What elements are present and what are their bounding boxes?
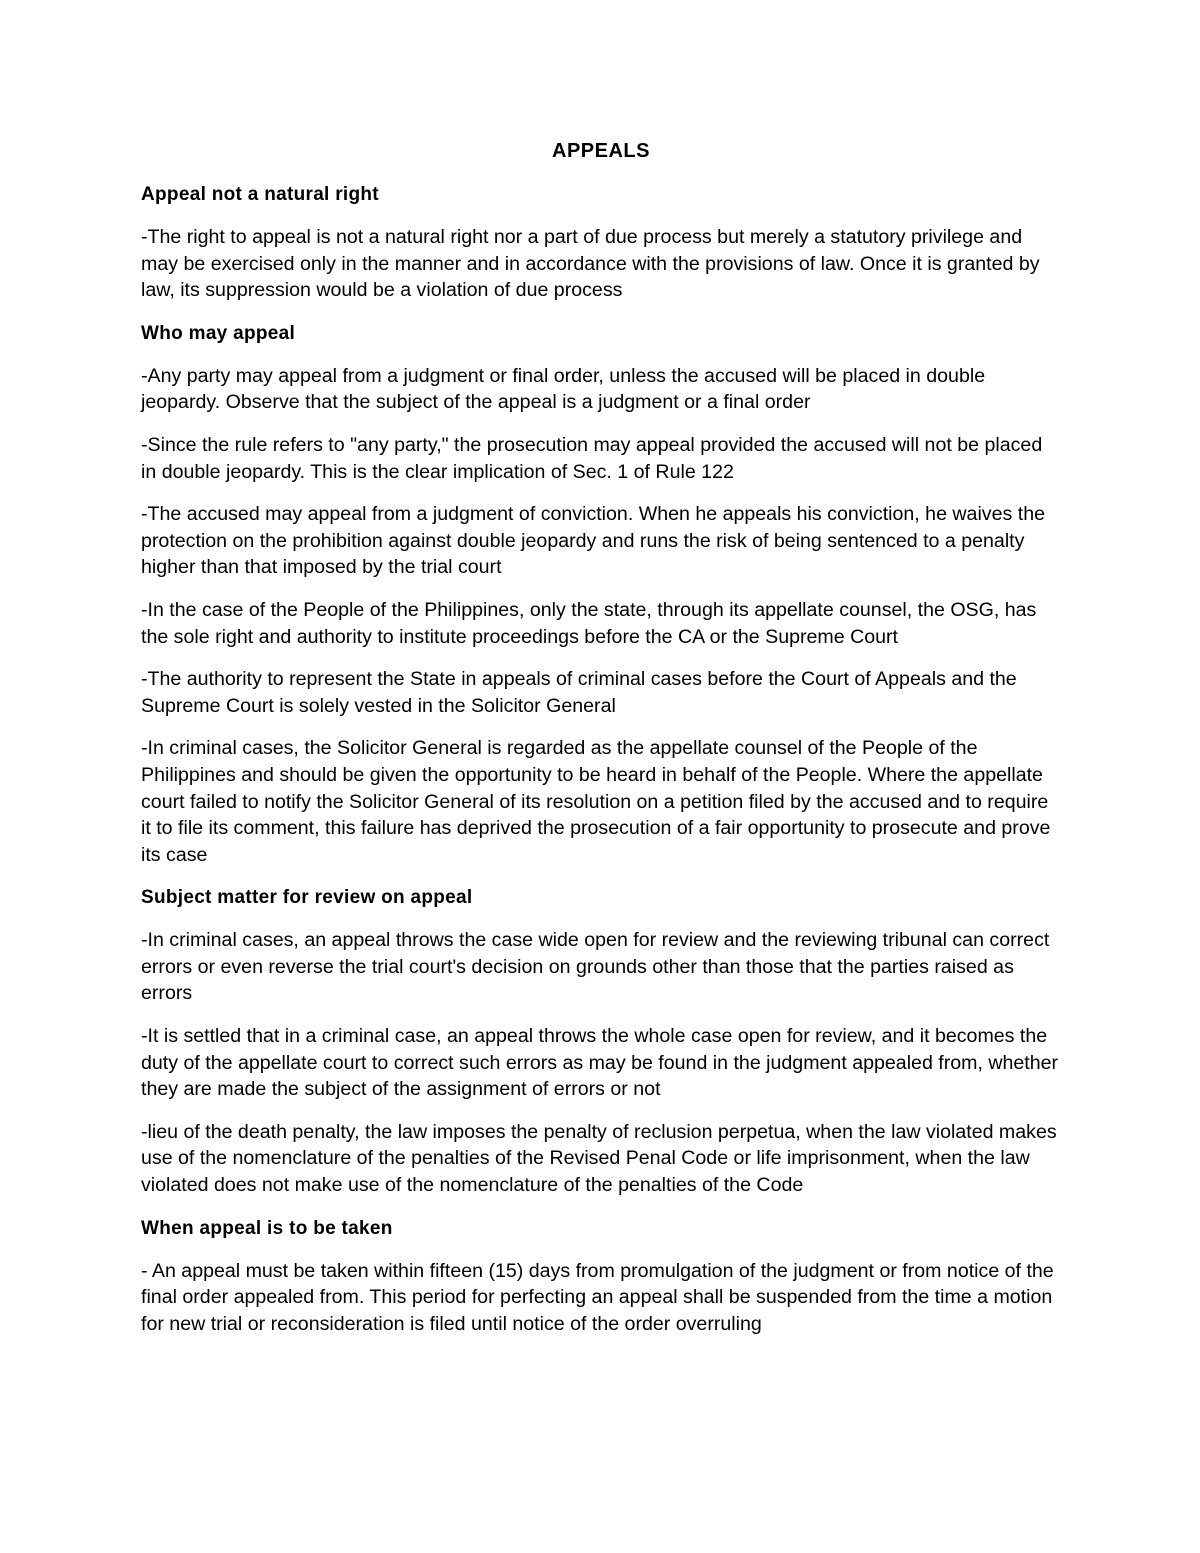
section-heading: Who may appeal	[141, 322, 296, 344]
paragraph: -In criminal cases, an appeal throws the case wide open for review and the reviewing tribunal can correct errors or even reverse the trial court's decision on grounds other than those that the parties raised as errors	[141, 929, 1050, 1005]
section-heading: Appeal not a natural right	[141, 184, 379, 205]
document-title: APPEALS	[552, 140, 650, 162]
paragraph: -In criminal cases, the Solicitor General is regarded as the appellate counsel of the People of the Philippines and should be given the opportunity to be heard in behalf of the People. Where the appellate court failed to notify the Solicitor General of its resolution on a petition filed by the accused and to require it to file its comment, this failure has deprived the prosecution of a fair opportunity to prosecute and prove its case	[141, 737, 1051, 866]
document-page	[141, 138, 1061, 1353]
paragraph: -The authority to represent the State in appeals of criminal cases before the Court of Appeals and the Supreme Court is solely vested in the Solicitor General	[141, 668, 1017, 717]
paragraph: -lieu of the death penalty, the law imposes the penalty of reclusion perpetua, when the law violated makes use of the nomenclature of the penalties of the Revised Penal Code or life imprisonment, when the law violated does not make use of the nomenclature of the penalties of the Code	[141, 1120, 1057, 1197]
section-when-appeal-taken	[141, 1215, 1061, 1338]
section-appeal-not-natural-right	[141, 181, 1061, 304]
paragraph: -Since the rule refers to "any party," the prosecution may appeal provided the accused will not be placed in double jeopardy. This is the clear implication of Sec. 1 of Rule 122	[141, 433, 1043, 483]
section-who-may-appeal	[141, 320, 1061, 869]
paragraph: -In the case of the People of the Philippines, only the state, through its appellate counsel, the OSG, has the sole right and authority to institute proceedings before the CA or the Supreme Court	[141, 598, 1037, 648]
paragraph: - An appeal must be taken within fifteen (15) days from promulgation of the judgment or from notice of the final order appealed from. This period for perfecting an appeal shall be suspended from the time a motion for new trial or reconsideration is filed until notice of the order overruling	[141, 1259, 1054, 1335]
paragraph: -The accused may appeal from a judgment of conviction. When he appeals his conviction, he waives the protection on the prohibition against double jeopardy and runs the risk of being sentenced to a penalty higher than that imposed by the trial court	[141, 503, 1045, 579]
paragraph: -The right to appeal is not a natural right nor a part of due process but merely a statutory privilege and may be exercised only in the manner and in accordance with the provisions of law. Once it is granted by law, its suppression would be a violation of due process	[141, 226, 1040, 302]
paragraph: -Any party may appeal from a judgment or final order, unless the accused will be placed in double jeopardy. Observe that the subject of the appeal is a judgment or a final order	[141, 364, 986, 414]
section-subject-matter-review	[141, 884, 1061, 1198]
paragraph: -It is settled that in a criminal case, an appeal throws the whole case open for review, and it becomes the duty of the appellate court to correct such errors as may be found in the judgment appealed from, whether they are made the subject of the assignment of errors or not	[141, 1025, 1059, 1101]
section-heading: Subject matter for review on appeal	[141, 887, 473, 909]
section-heading: When appeal is to be taken	[141, 1217, 393, 1239]
